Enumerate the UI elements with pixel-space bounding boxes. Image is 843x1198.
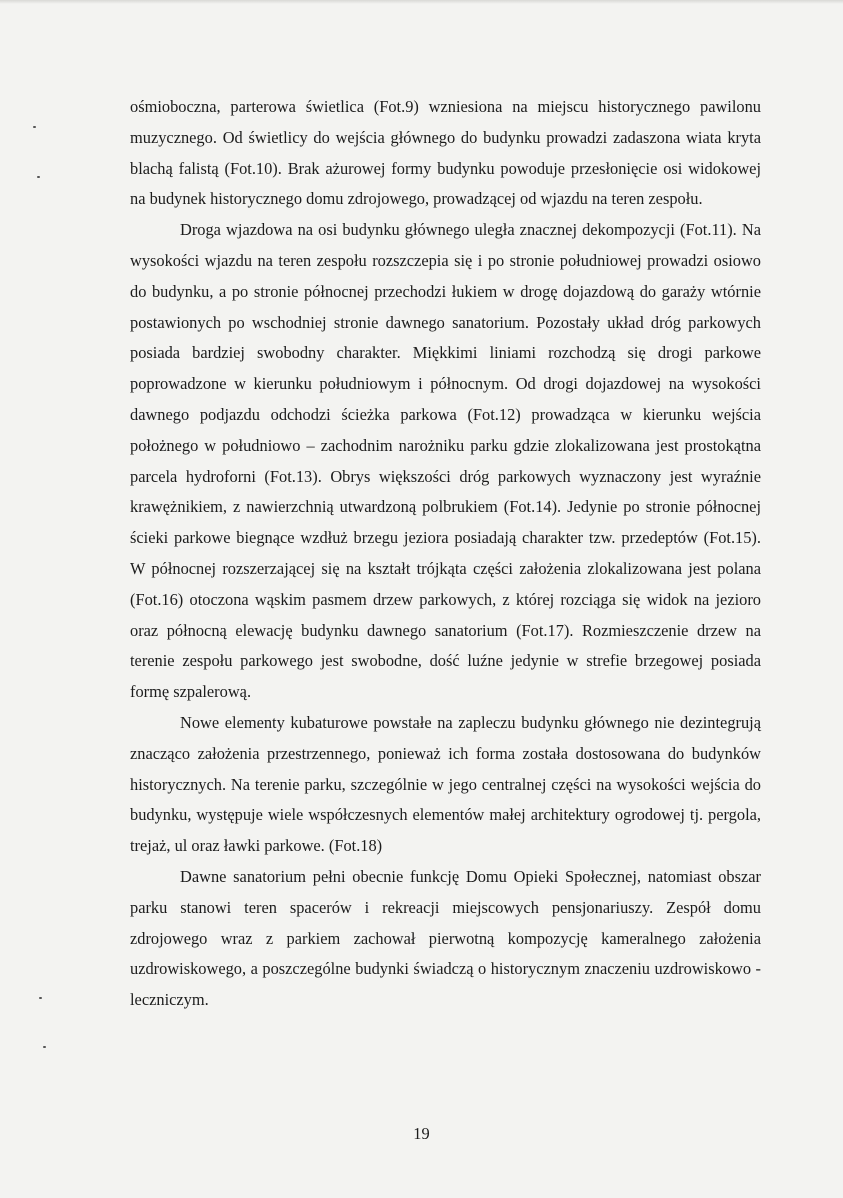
page-number: 19 (413, 1124, 430, 1143)
paragraph-1: ośmioboczna, parterowa świetlica (Fot.9) wzniesiona na miejscu historycznego pawilonu muzycznego. Od świetlicy do wejścia głównego do budynku prowadzi zadaszona wiata kryta blachą falistą (Fot.10). Brak ażurowej formy budynku powoduje przesłonięcie osi widokowej na budynek historycznego domu zdrojowego, prowadzącej od wjazdu na teren zespołu. (130, 97, 761, 209)
scan-speck (39, 997, 42, 999)
paragraph-3: Nowe elementy kubaturowe powstałe na zapleczu budynku głównego nie dezintegrują znacząco założenia przestrzennego, ponieważ ich forma została dostosowana do budynków historycznych. Na terenie parku, szczególnie w jego centralnej części na wysokości wejścia do budynku, występuje wiele współczesnych elementów małej architektury ogrodowej tj. pergola, trejaż, ul oraz ławki parkowe. (Fot.18) (130, 712, 761, 856)
scan-speck (33, 126, 36, 128)
scan-edge (0, 0, 843, 4)
paragraph-2: Droga wjazdowa na osi budynku głównego uległa znacznej dekompozycji (Fot.11). Na wysokości wjazdu na teren zespołu rozszczepia się i po stronie południowej prowadzi osiowo do budynku, a po stronie północnej przechodzi łukiem w drogę dojazdową do garaży wtórnie postawionych po wschodniej stronie dawnego sanatorium. Pozostały układ dróg parkowych posiada bardziej swobodny charakter. Miękkimi liniami rozchodzą się drogi parkowe poprowadzone w kierunku południowym i północnym. Od drogi dojazdowej na wysokości dawnego podjazdu odchodzi ścieżka parkowa (Fot.12) prowadząca w kierunku wejścia położnego w południowo – zachodnim narożniku parku gdzie zlokalizowana jest prostokątna parcela hydroforni (Fot.13). Obrys większości dróg parkowych wyznaczony jest wyraźnie krawężnikiem, z nawierzchnią utwardzoną polbrukiem (Fot.14). Jedynie po stronie północnej ścieki parkowe biegnące wzdłuż brzegu jeziora posiadają charakter tzw. przedeptów (Fot.15). W północnej rozszerzającej się na kształt trójkąta części założenia zlokalizowana jest polana (Fot.16) otoczona wąskim pasmem drzew parkowych, z której rozciąga się widok na jezioro oraz północną elewację budynku dawnego sanatorium (Fot.17). Rozmieszczenie drzew na terenie zespołu parkowego jest swobodne, dość luźne jedynie w strefie brzegowej posiada formę szpalerową. (130, 220, 761, 702)
scan-speck (37, 176, 40, 178)
scan-speck (43, 1046, 46, 1048)
paragraph-4: Dawne sanatorium pełni obecnie funkcję Domu Opieki Społecznej, natomiast obszar parku stanowi teren spacerów i rekreacji miejscowych pensjonariuszy. Zespół domu zdrojowego wraz z parkiem zachował pierwotną kompozycję kameralnego założenia uzdrowiskowego, a poszczególne budynki świadczą o historycznym znaczeniu uzdrowiskowo - leczniczym. (130, 866, 761, 1010)
body-text (130, 92, 761, 1016)
